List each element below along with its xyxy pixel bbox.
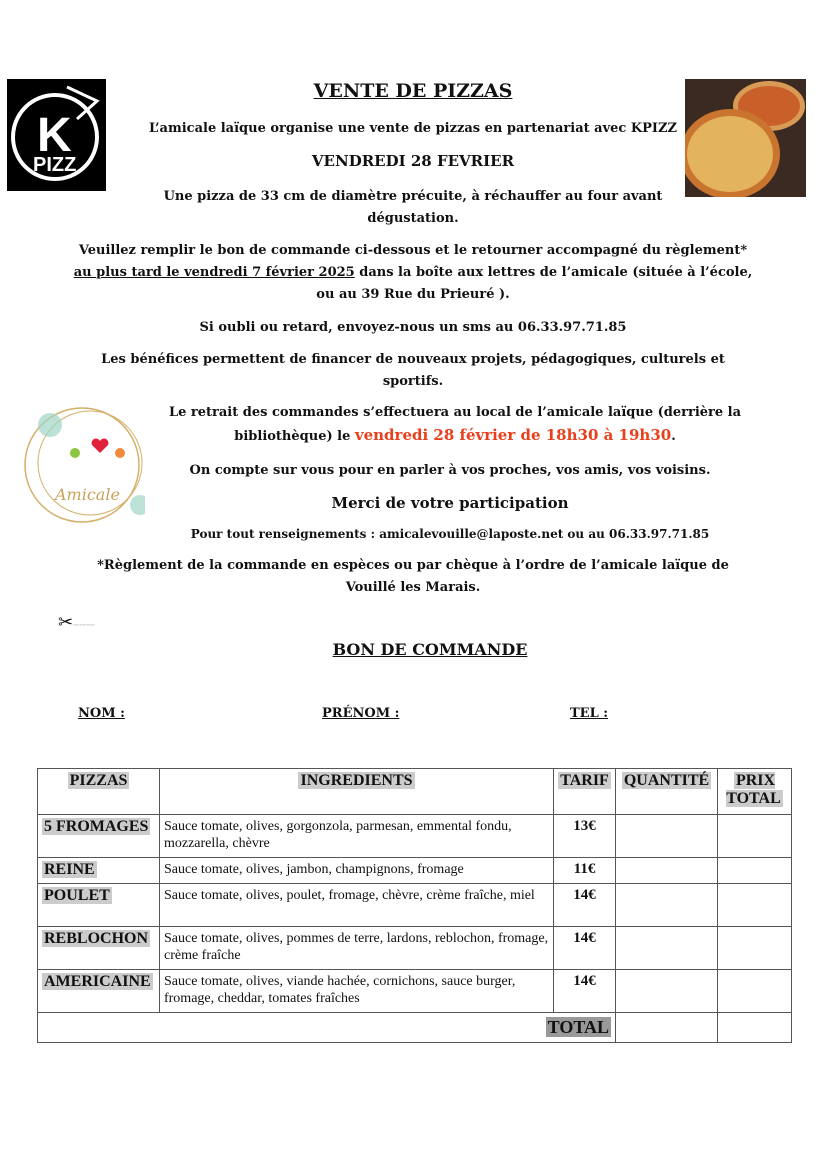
table-header: PIZZAS INGREDIENTS TARIF QUANTITÉ PRIX TOTAL — [38, 769, 792, 815]
amicale-logo — [20, 405, 145, 525]
pickup-info: Le retrait des commandes s’effectuera au local de l’amicale laïque (derrière la bibliothèque) le vendredi 28 février de 18h30 à 19h30. — [168, 405, 742, 444]
nom-label: NOM : — [78, 706, 125, 721]
prenom-label: PRÉNOM : — [322, 706, 400, 721]
form-title: BON DE COMMANDE — [332, 640, 528, 659]
description: Une pizza de 33 cm de diamètre précuite, à réchauffer au four avant dégustation. — [163, 189, 663, 226]
table-row: REBLOCHON Sauce tomate, olives, pommes de terre, lardons, reblochon, fromage, crème fraîche 14€ — [38, 927, 792, 970]
svg-text:K: K — [37, 109, 72, 162]
quantity-cell[interactable] — [616, 970, 718, 1013]
scissors-icon: ✂┈┈┈┈ — [58, 612, 95, 633]
quantity-cell[interactable] — [616, 858, 718, 884]
table-row: REINE Sauce tomate, olives, jambon, champignons, fromage 11€ — [38, 858, 792, 884]
thanks: Merci de votre participation — [331, 494, 569, 512]
event-date: VENDREDI 28 FEVRIER — [311, 152, 515, 170]
pickup-date: vendredi 28 février de 18h30 à 19h30 — [354, 426, 672, 444]
total-cell[interactable] — [718, 970, 792, 1013]
table-row: POULET Sauce tomate, olives, poulet, fromage, chèvre, crème fraîche, miel 14€ — [38, 884, 792, 927]
deadline: au plus tard le vendredi 7 février 2025 — [73, 265, 355, 280]
quantity-cell[interactable] — [616, 815, 718, 858]
total-cell[interactable] — [718, 927, 792, 970]
total-cell[interactable] — [718, 858, 792, 884]
total-cell[interactable] — [718, 815, 792, 858]
total-quantity-cell[interactable] — [616, 1013, 718, 1043]
share-message: On compte sur vous pour en parler à vos proches, vos amis, vos voisins. — [189, 463, 711, 478]
contact: Pour tout renseignements : amicalevouille@laposte.net ou au 06.33.97.71.85 — [190, 527, 710, 541]
total-cell[interactable] — [718, 884, 792, 927]
intro: L’amicale laïque organise une vente de pizzas en partenariat avec KPIZZ — [149, 121, 677, 136]
svg-text:Amicale: Amicale — [55, 485, 120, 504]
quantity-cell[interactable] — [616, 884, 718, 927]
page-title: VENTE DE PIZZAS — [313, 80, 513, 102]
sms-info: Si oubli ou retard, envoyez-nous un sms au 06.33.97.71.85 — [199, 320, 627, 335]
table-row: 5 FROMAGES Sauce tomate, olives, gorgonzola, parmesan, emmental fondu, mozzarella, chèvre 13€ — [38, 815, 792, 858]
table-row: AMERICAINE Sauce tomate, olives, viande hachée, cornichons, sauce burger, fromage, cheddar, tomates fraîches 14€ — [38, 970, 792, 1013]
quantity-cell[interactable] — [616, 927, 718, 970]
svg-text:PIZZ: PIZZ — [33, 154, 77, 176]
order-instructions: Veuillez remplir le bon de commande ci-dessous et le retourner accompagné du règlement* au plus tard le vendredi 7 février 2025 dans la boîte aux lettres de l’amicale (située à l’école, ou au 39 Rue du Prieuré ). — [73, 243, 753, 302]
payment-note: *Règlement de la commande en espèces ou par chèque à l’ordre de l’amicale laïque de Vouillé les Marais. — [97, 558, 729, 595]
order-table — [37, 768, 792, 1043]
total-row: TOTAL — [38, 1013, 792, 1043]
grand-total-cell[interactable] — [718, 1013, 792, 1043]
benefits: Les bénéfices permettent de financer de nouveaux projets, pédagogiques, culturels et sportifs. — [101, 352, 725, 389]
tel-label: TEL : — [570, 706, 609, 721]
